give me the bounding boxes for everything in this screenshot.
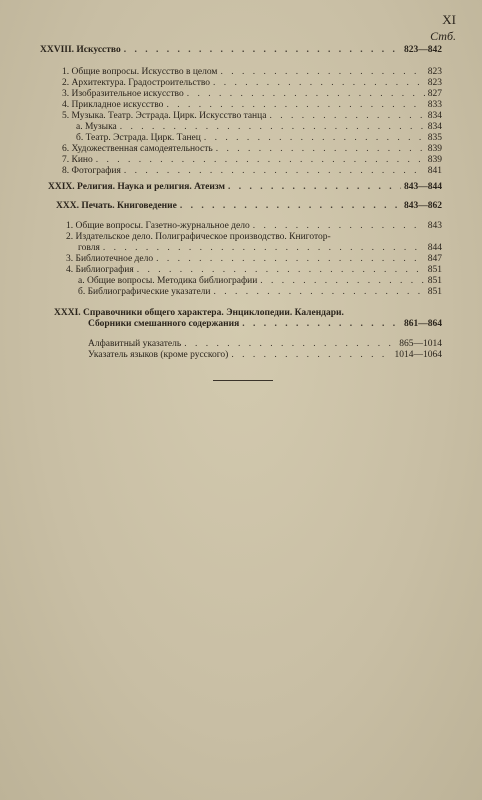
entry-text: 4. Прикладное искусство <box>62 100 164 110</box>
toc-entry <box>62 166 442 177</box>
leader-dots <box>120 122 425 133</box>
section-heading-continued <box>88 319 442 330</box>
entry-text: 3. Изобразительное искусство <box>62 89 184 99</box>
section-heading <box>48 182 442 193</box>
toc-entry <box>78 287 442 298</box>
entry-text: 7. Кино <box>62 155 93 165</box>
entry-page: 851 <box>427 265 442 275</box>
leader-dots <box>216 144 425 155</box>
section-title: XXXI. Справочники общего характера. Энциклопедии. Календари. <box>54 308 344 318</box>
toc-entry <box>88 350 442 361</box>
leader-dots <box>228 182 401 193</box>
entry-page: 851 <box>427 287 442 297</box>
toc-entry <box>76 133 442 144</box>
entry-page: 827 <box>427 89 442 99</box>
toc-entry <box>62 144 442 155</box>
entry-page: 1014—1064 <box>394 350 442 360</box>
entry-text: 2. Издательское дело. Полиграфическое производство. Книготор- <box>66 232 331 242</box>
leader-dots <box>187 89 425 100</box>
entry-text: 1. Общие вопросы. Искусство в целом <box>62 67 218 77</box>
leader-dots <box>213 78 425 89</box>
toc-entry <box>62 155 442 166</box>
leader-dots <box>137 265 425 276</box>
toc-entry <box>62 100 442 111</box>
section-title: XXIX. Религия. Наука и религия. Атеизм <box>48 182 225 192</box>
entry-text: 6. Художественная самодеятельность <box>62 144 213 154</box>
toc-entry <box>62 89 442 100</box>
section-heading <box>56 201 442 212</box>
entry-text: Алфавитный указатель <box>88 339 182 349</box>
entry-page: 851 <box>427 276 442 286</box>
leader-dots <box>253 221 425 232</box>
toc-entry <box>66 221 442 232</box>
entry-page: 844 <box>427 243 442 253</box>
column-label: Стб. <box>430 29 456 43</box>
leader-dots <box>184 339 396 350</box>
entry-page: 841 <box>427 166 442 176</box>
toc-entry <box>62 78 442 89</box>
toc-entry <box>76 122 442 133</box>
entry-page: 865—1014 <box>399 339 442 349</box>
leader-dots <box>260 276 424 287</box>
toc-entry <box>88 339 442 350</box>
section-title: XXX. Печать. Книговедение <box>56 201 177 211</box>
entry-text: 5. Музыка. Театр. Эстрада. Цирк. Искусство танца <box>62 111 267 121</box>
leader-dots <box>242 319 401 330</box>
entry-text: а. Музыка <box>76 122 117 132</box>
leader-dots <box>204 133 425 144</box>
leader-dots <box>214 287 425 298</box>
entry-text: 1. Общие вопросы. Газетно-журнальное дело <box>66 221 250 231</box>
entry-text: 4. Библиография <box>66 265 134 275</box>
toc-entry <box>62 67 442 78</box>
entry-text: говля <box>78 243 100 253</box>
section-title: XXVIII. Искусство <box>40 45 121 55</box>
section-pages: 823—842 <box>404 45 442 55</box>
section-heading <box>54 308 442 319</box>
leader-dots <box>166 100 424 111</box>
toc-entry <box>78 276 442 287</box>
leader-dots <box>103 243 425 254</box>
entry-page: 823 <box>427 78 442 88</box>
leader-dots <box>156 254 425 265</box>
leader-dots <box>180 201 401 212</box>
section-pages: 843—844 <box>404 182 442 192</box>
section-title: Сборники смешанного содержания <box>88 319 240 329</box>
toc-entry <box>78 243 442 254</box>
entry-page: 847 <box>427 254 442 264</box>
entry-page: 843 <box>427 221 442 231</box>
leader-dots <box>96 155 425 166</box>
entry-text: а. Общие вопросы. Методика библиографии <box>78 276 258 286</box>
section-pages: 843—862 <box>404 201 442 211</box>
entry-text: б. Библиографические указатели <box>78 287 211 297</box>
entry-page: 839 <box>427 155 442 165</box>
entry-page: 823 <box>427 67 442 77</box>
entry-text: б. Театр. Эстрада. Цирк. Танец <box>76 133 201 143</box>
leader-dots <box>231 350 391 361</box>
leader-dots <box>124 45 401 56</box>
toc-entry <box>66 254 442 265</box>
entry-text: 2. Архитектура. Градостроительство <box>62 78 211 88</box>
section-heading <box>40 45 442 56</box>
entry-page: 835 <box>427 133 442 143</box>
leader-dots <box>269 111 424 122</box>
leader-dots <box>220 67 424 78</box>
entry-page: 834 <box>427 111 442 121</box>
entry-text: Указатель языков (кроме русского) <box>88 350 229 360</box>
entry-text: 3. Библиотечное дело <box>66 254 154 264</box>
entry-page: 834 <box>427 122 442 132</box>
entry-page: 833 <box>427 100 442 110</box>
toc-entry <box>62 111 442 122</box>
page-number: XI <box>442 12 456 27</box>
section-pages: 861—864 <box>404 319 442 329</box>
entry-text: 8. Фотография <box>62 166 121 176</box>
leader-dots <box>124 166 425 177</box>
entry-page: 839 <box>427 144 442 154</box>
toc-entry <box>66 265 442 276</box>
end-rule <box>213 380 273 381</box>
toc-entry <box>66 232 442 243</box>
